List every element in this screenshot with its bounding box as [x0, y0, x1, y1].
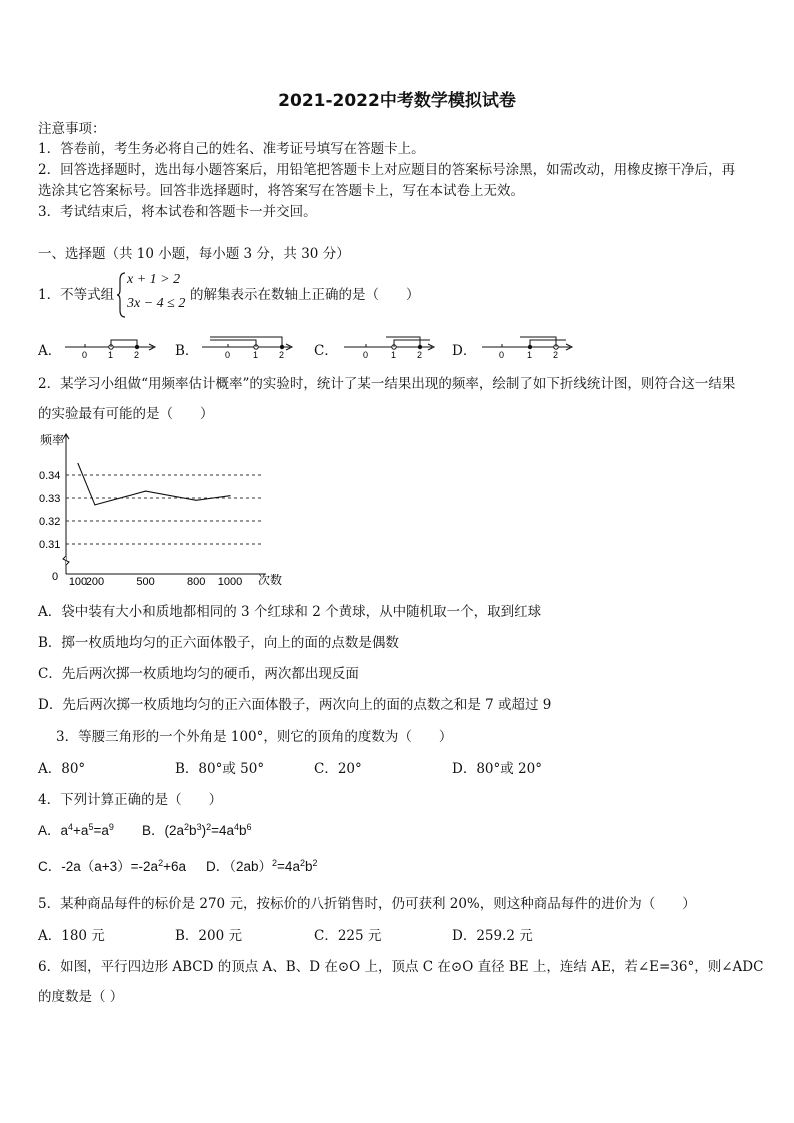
y-tick-label: 0.33 — [39, 493, 61, 505]
origin-label: 0 — [52, 571, 59, 583]
axis-break — [63, 556, 69, 565]
q5-option-a: A．180 元 — [38, 928, 105, 944]
frequency-line-chart — [34, 428, 296, 590]
data-point — [145, 491, 146, 492]
x-tick-label: 100 — [68, 576, 88, 588]
tick-label: 2 — [417, 350, 423, 360]
q2-option-a: A．袋中装有大小和质地都相同的 3 个红球和 2 个黄球，从中随机取一个，取到红球 — [38, 604, 542, 620]
q1-suffix: 的解集表示在数轴上正确的是（ ） — [190, 287, 420, 303]
y-tick-label: 0.34 — [39, 470, 61, 482]
notice-heading: 注意事项： — [38, 121, 106, 137]
notice-item: 3．考试结束后，将本试卷和答题卡一并交回。 — [38, 204, 317, 220]
q3-option-b: B．80°或 50° — [175, 761, 265, 777]
q3-option-d: D．80°或 20° — [452, 761, 542, 777]
q4-option-a: A．$a^4+a^5=a^9$ — [38, 822, 114, 838]
x-axis-label: 次数 — [258, 573, 283, 587]
x-tick-label: 1000 — [217, 576, 243, 588]
q1-option-b-label: B． — [175, 343, 199, 359]
notice-item: 1．答卷前，考生务必将自己的姓名、准考证号填写在答题卡上。 — [38, 141, 425, 157]
y-tick-label: 0.31 — [39, 539, 61, 551]
q3-option-a: A．80° — [38, 761, 86, 777]
q6-text-line2: 的度数是（ ） — [38, 989, 124, 1005]
q1-option-d-numberline — [480, 332, 580, 360]
tick-label: 1 — [391, 350, 397, 360]
x-tick-label: 200 — [85, 576, 105, 588]
q3-text: 3．等腰三角形的一个外角是 100°，则它的顶角的度数为（ ） — [56, 729, 453, 745]
q5-text: 5．某种商品每件的标价是 270 元，按标价的八折销售时，仍可获利 20%，则这种商品每件的进价为（ ） — [38, 896, 696, 912]
tick-label: 2 — [279, 350, 285, 360]
q2-text-line1: 2．某学习小组做“用频率估计概率”的实验时，统计了某一结果出现的频率，绘制了如下折线统计图，则符合这一结果 — [38, 376, 736, 392]
q2-option-c: C．先后两次掷一枚质地均匀的硬币，两次都出现反面 — [38, 666, 359, 682]
data-point — [196, 500, 197, 501]
tick-label: 0 — [363, 350, 369, 360]
q6-text-line1: 6．如图，平行四边形 ABCD 的顶点 A、B、D 在⊙O 上，顶点 C 在⊙O 直径 BE 上，连结 AE，若∠E=36°，则∠ADC — [38, 959, 764, 975]
frequency-series-line — [78, 464, 230, 505]
tick-label: 0 — [499, 350, 505, 360]
tick-label: 2 — [134, 350, 140, 360]
q1-prefix: 1．不等式组 — [38, 287, 115, 303]
q4-option-b: B．$(2a^2b^3)^2=4a^4b^6$ — [142, 822, 252, 838]
data-point — [229, 495, 230, 496]
q1-option-d-label: D． — [452, 343, 477, 359]
q1-inequality-2: 3x − 4 ≤ 2 — [127, 296, 186, 311]
q1-option-c-label: C． — [314, 343, 338, 359]
page-title: 2021-2022中考数学模拟试卷 — [278, 91, 516, 111]
q2-text-line2: 的实验最有可能的是（ ） — [38, 406, 214, 422]
notice-item: 2．回答选择题时，选出每小题答案后，用铅笔把答题卡上对应题目的答案标号涂黑，如需改动，用橡皮擦干净后，再 — [38, 162, 736, 178]
tick-label: 1 — [527, 350, 533, 360]
data-point — [77, 463, 78, 464]
notice-item: 选涂其它答案标号。回答非选择题时，将答案写在答题卡上，写在本试卷上无效。 — [38, 183, 524, 199]
q4-option-c: C．$-2a(a+3)=-2a^2+6a$ — [38, 858, 186, 874]
x-tick-label: 500 — [136, 576, 155, 588]
q2-option-d: D．先后两次掷一枚质地均匀的正六面体骰子，两次向上的面的点数之和是 7 或超过 9 — [38, 697, 552, 713]
q4-text: 4．下列计算正确的是（ ） — [38, 792, 223, 808]
tick-label: 1 — [108, 350, 114, 360]
q2-option-b: B．掷一枚质地均匀的正六面体骰子，向上的面的点数是偶数 — [38, 635, 399, 651]
q5-option-b: B．200 元 — [175, 928, 242, 944]
q1-option-b-numberline — [200, 332, 300, 360]
q1-inequality-1: x + 1 > 2 — [127, 272, 181, 287]
q5-option-c: C．225 元 — [314, 928, 382, 944]
q1-option-a-numberline — [63, 332, 163, 360]
q3-option-c: C．20° — [314, 761, 362, 777]
x-tick-label: 800 — [187, 576, 206, 588]
q1-option-a-label: A． — [38, 343, 62, 359]
brace-icon — [116, 272, 126, 318]
q4-option-d: D．$(2ab)^2=4a^2b^2$ — [206, 858, 318, 874]
q1-option-c-numberline — [342, 332, 442, 360]
tick-label: 0 — [225, 350, 231, 360]
tick-label: 0 — [82, 350, 88, 360]
data-point — [94, 504, 95, 505]
y-tick-label: 0.32 — [39, 516, 61, 528]
section-heading: 一、选择题（共 10 小题，每小题 3 分，共 30 分） — [38, 246, 350, 262]
q5-option-d: D．259.2 元 — [452, 928, 533, 944]
y-axis-label: 频率 — [40, 433, 65, 447]
tick-label: 2 — [553, 350, 559, 360]
tick-label: 1 — [253, 350, 259, 360]
